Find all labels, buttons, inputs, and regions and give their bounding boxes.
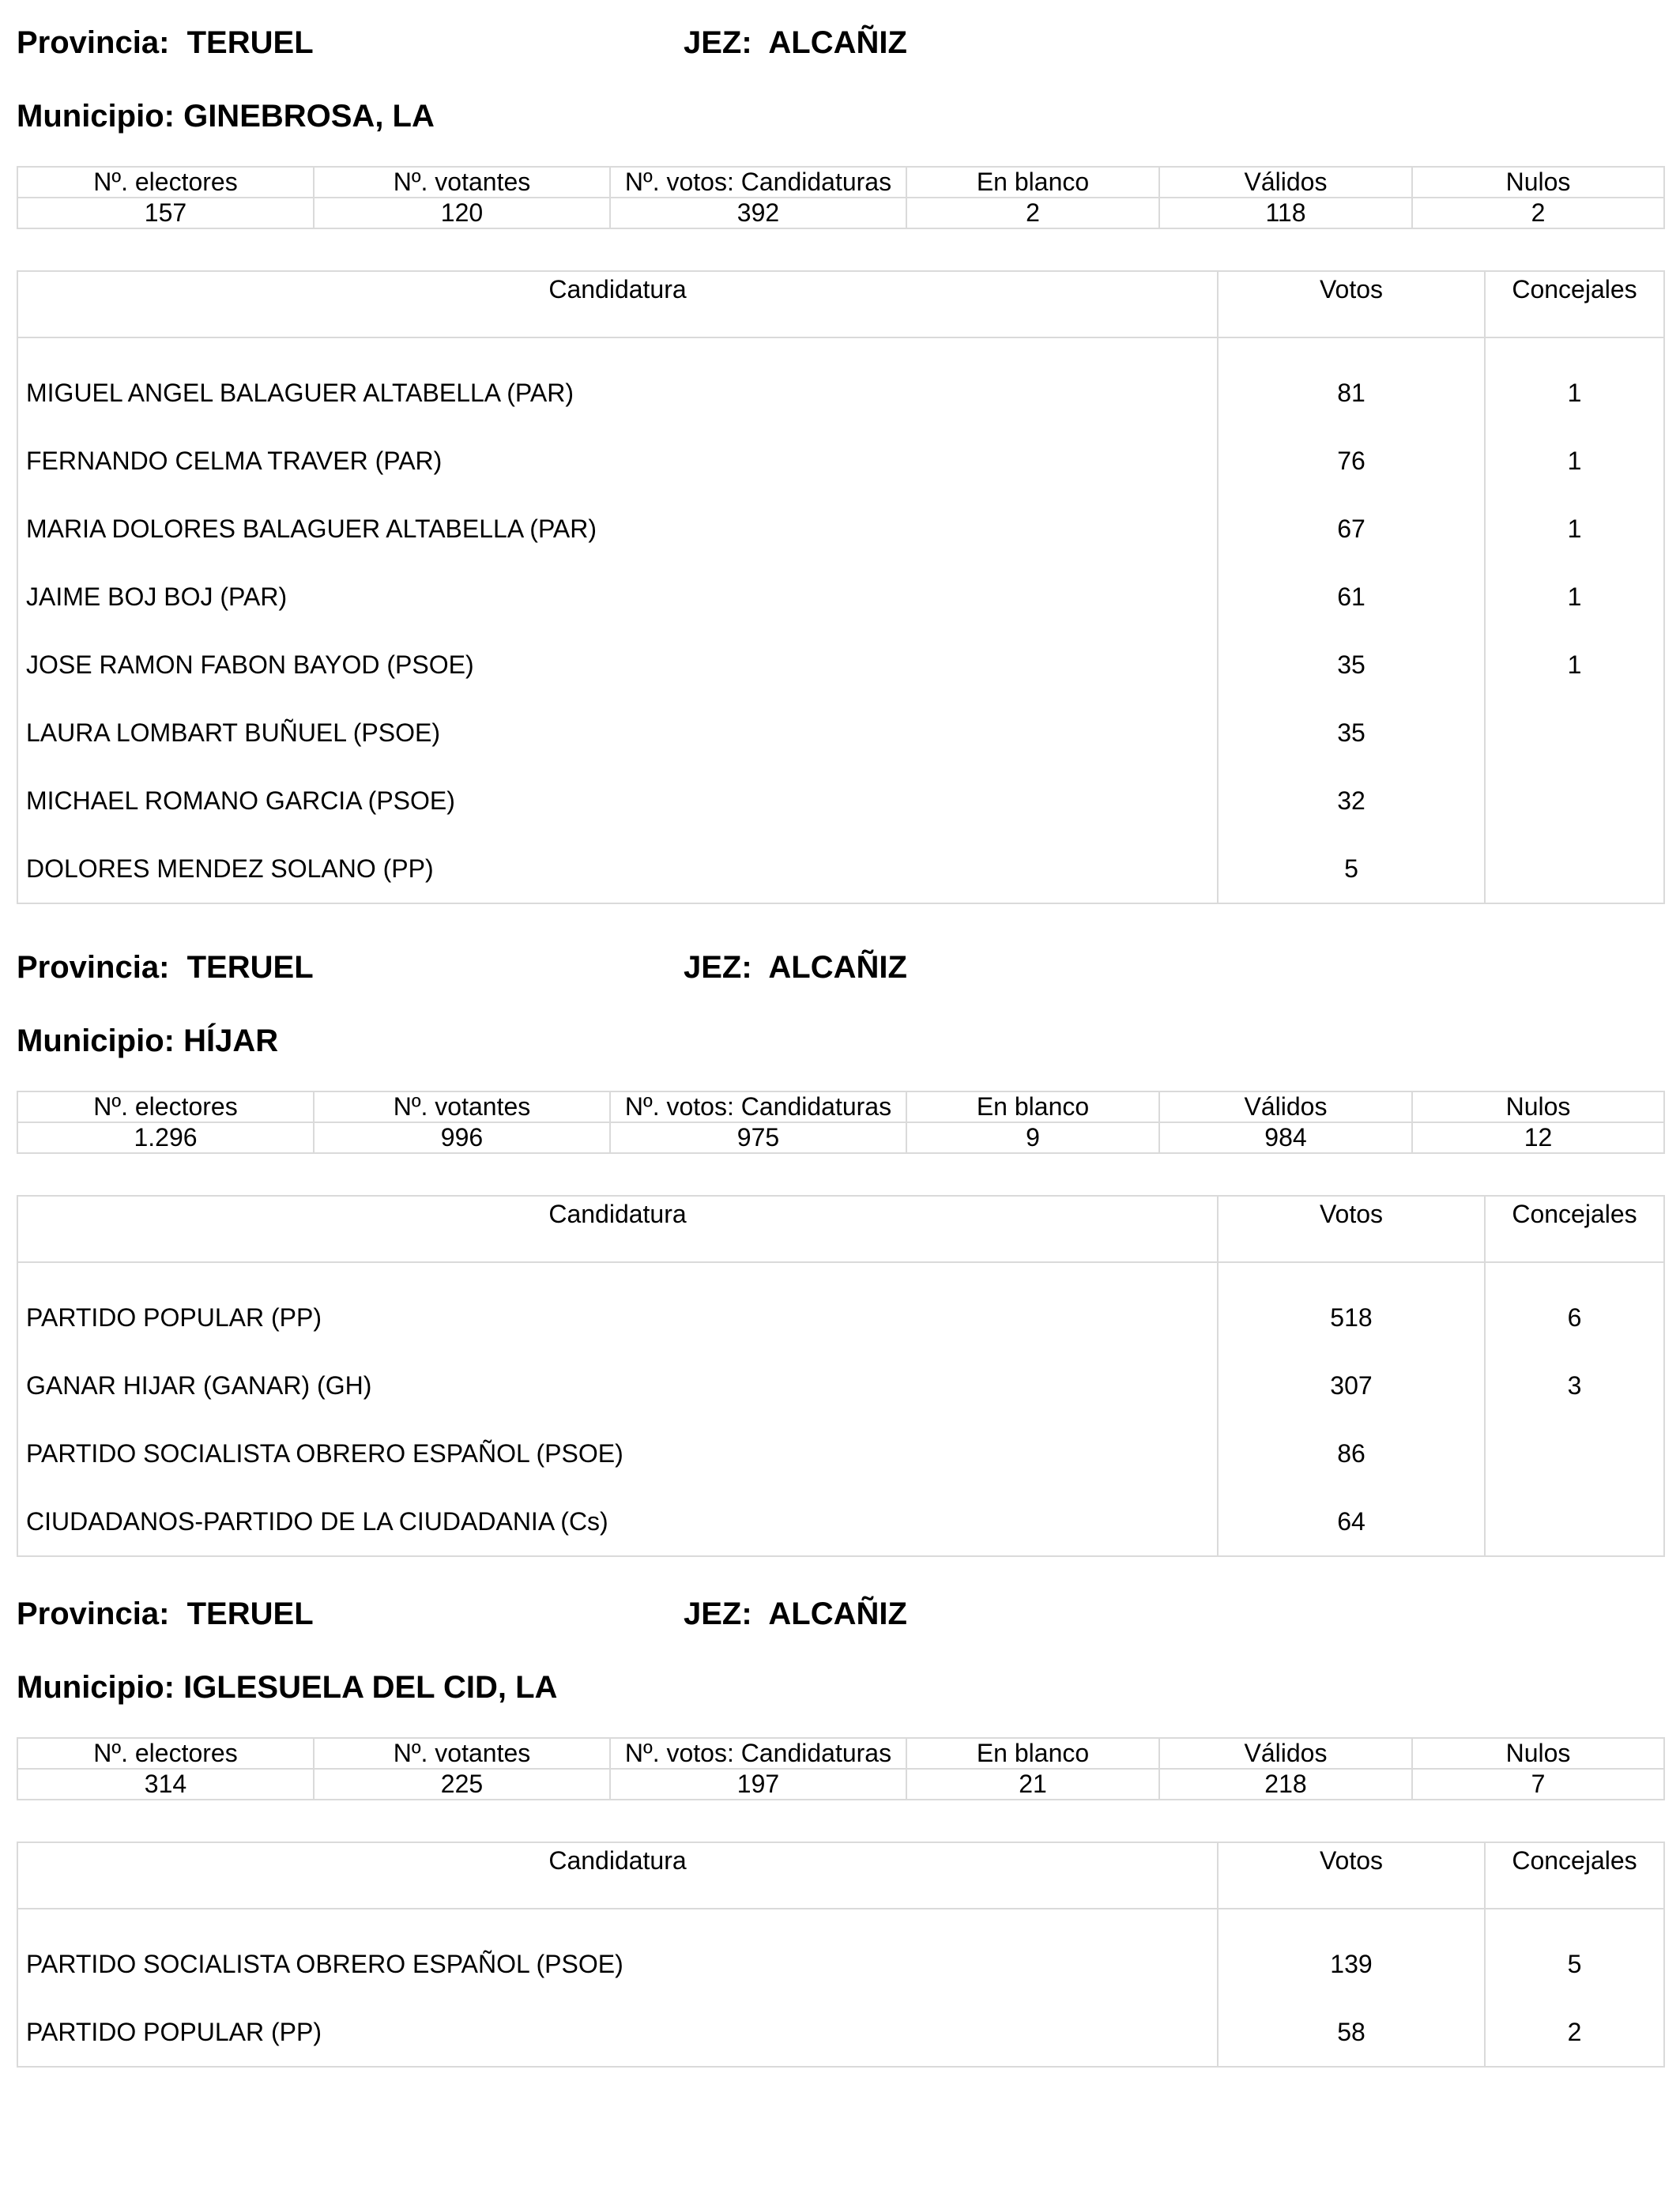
candidate-concejales: 1 (1485, 359, 1664, 427)
header-votos: Votos (1218, 1196, 1485, 1262)
candidate-name: GANAR HIJAR (GANAR) (GH) (17, 1351, 1218, 1419)
value-votos-candidaturas: 975 (610, 1122, 906, 1153)
candidate-votos: 64 (1218, 1487, 1485, 1556)
candidate-row (17, 1930, 1664, 1998)
candidate-concejales: 1 (1485, 427, 1664, 495)
value-votantes: 120 (314, 198, 610, 228)
summary-header-row (17, 167, 1664, 198)
summary-header-row (17, 1738, 1664, 1769)
header-concejales: Concejales (1485, 271, 1664, 337)
candidate-concejales (1485, 835, 1664, 903)
candidate-name: CIUDADANOS-PARTIDO DE LA CIUDADANIA (Cs) (17, 1487, 1218, 1556)
candidate-votos: 86 (1218, 1419, 1485, 1487)
header-votantes: Nº. votantes (314, 1738, 610, 1769)
provincia-label: Provincia: TERUEL (17, 1596, 314, 1631)
candidates-header-row (17, 271, 1664, 337)
candidate-votos: 307 (1218, 1351, 1485, 1419)
candidate-name: MICHAEL ROMANO GARCIA (PSOE) (17, 767, 1218, 835)
candidate-name: JOSE RAMON FABON BAYOD (PSOE) (17, 631, 1218, 699)
value-electores: 1.296 (17, 1122, 314, 1153)
value-votos-candidaturas: 197 (610, 1769, 906, 1800)
candidate-name: JAIME BOJ BOJ (PAR) (17, 563, 1218, 631)
candidate-row (17, 427, 1664, 495)
summary-value-row (17, 198, 1664, 228)
header-candidatura: Candidatura (17, 1196, 1218, 1262)
value-en-blanco: 9 (906, 1122, 1159, 1153)
value-nulos: 7 (1412, 1769, 1664, 1800)
header-nulos: Nulos (1412, 1738, 1664, 1769)
candidate-row (17, 699, 1664, 767)
candidate-votos: 61 (1218, 563, 1485, 631)
candidate-concejales (1485, 1419, 1664, 1487)
header-candidatura: Candidatura (17, 271, 1218, 337)
candidate-row (17, 1284, 1664, 1351)
candidate-concejales: 1 (1485, 631, 1664, 699)
candidate-votos: 518 (1218, 1284, 1485, 1351)
value-validos: 218 (1159, 1769, 1412, 1800)
candidate-votos: 35 (1218, 631, 1485, 699)
header-en-blanco: En blanco (906, 1738, 1159, 1769)
header-votos: Votos (1218, 271, 1485, 337)
provincia-label: Provincia: TERUEL (17, 950, 314, 985)
candidate-row (17, 1419, 1664, 1487)
candidate-row (17, 359, 1664, 427)
header-en-blanco: En blanco (906, 1091, 1159, 1122)
candidate-votos: 76 (1218, 427, 1485, 495)
value-electores: 314 (17, 1769, 314, 1800)
summary-table (17, 1091, 1665, 1154)
candidate-votos: 67 (1218, 495, 1485, 563)
candidate-name: PARTIDO SOCIALISTA OBRERO ESPAÑOL (PSOE) (17, 1419, 1218, 1487)
header-candidatura: Candidatura (17, 1842, 1218, 1909)
candidate-concejales (1485, 767, 1664, 835)
candidate-row (17, 631, 1664, 699)
candidate-concejales: 1 (1485, 495, 1664, 563)
jez-label: JEZ: ALCAÑIZ (684, 1596, 907, 1631)
header-electores: Nº. electores (17, 1738, 314, 1769)
value-nulos: 2 (1412, 198, 1664, 228)
candidate-votos: 32 (1218, 767, 1485, 835)
candidate-votos: 81 (1218, 359, 1485, 427)
candidates-header-row (17, 1842, 1664, 1909)
value-validos: 118 (1159, 198, 1412, 228)
header-electores: Nº. electores (17, 167, 314, 198)
header-concejales: Concejales (1485, 1196, 1664, 1262)
header-nulos: Nulos (1412, 167, 1664, 198)
header-spacer (17, 337, 1664, 359)
value-votantes: 225 (314, 1769, 610, 1800)
candidate-name: FERNANDO CELMA TRAVER (PAR) (17, 427, 1218, 495)
candidate-concejales: 6 (1485, 1284, 1664, 1351)
header-spacer (17, 1262, 1664, 1284)
value-votantes: 996 (314, 1122, 610, 1153)
candidate-row (17, 563, 1664, 631)
header-votos-candidaturas: Nº. votos: Candidaturas (610, 167, 906, 198)
candidates-table (17, 270, 1665, 904)
summary-value-row (17, 1769, 1664, 1800)
summary-header-row (17, 1091, 1664, 1122)
header-validos: Válidos (1159, 1738, 1412, 1769)
municipio-title: Municipio: IGLESUELA DEL CID, LA (17, 1670, 558, 1705)
jez-label: JEZ: ALCAÑIZ (684, 25, 907, 60)
candidate-row (17, 1998, 1664, 2067)
candidate-name: PARTIDO SOCIALISTA OBRERO ESPAÑOL (PSOE) (17, 1930, 1218, 1998)
candidate-concejales: 2 (1485, 1998, 1664, 2067)
header-validos: Válidos (1159, 167, 1412, 198)
value-validos: 984 (1159, 1122, 1412, 1153)
provincia-label: Provincia: TERUEL (17, 25, 314, 60)
candidate-concejales: 1 (1485, 563, 1664, 631)
header-validos: Válidos (1159, 1091, 1412, 1122)
header-votantes: Nº. votantes (314, 167, 610, 198)
value-electores: 157 (17, 198, 314, 228)
candidate-row (17, 1351, 1664, 1419)
candidate-name: PARTIDO POPULAR (PP) (17, 1284, 1218, 1351)
candidate-row (17, 1487, 1664, 1556)
candidates-table (17, 1195, 1665, 1557)
value-nulos: 12 (1412, 1122, 1664, 1153)
value-votos-candidaturas: 392 (610, 198, 906, 228)
candidate-concejales: 5 (1485, 1930, 1664, 1998)
candidate-votos: 5 (1218, 835, 1485, 903)
candidate-votos: 139 (1218, 1930, 1485, 1998)
candidate-concejales (1485, 699, 1664, 767)
header-electores: Nº. electores (17, 1091, 314, 1122)
candidate-row (17, 767, 1664, 835)
municipio-title: Municipio: HÍJAR (17, 1023, 279, 1058)
header-en-blanco: En blanco (906, 167, 1159, 198)
candidates-table (17, 1842, 1665, 2068)
candidate-votos: 35 (1218, 699, 1485, 767)
candidate-concejales (1485, 1487, 1664, 1556)
candidate-name: MIGUEL ANGEL BALAGUER ALTABELLA (PAR) (17, 359, 1218, 427)
candidate-row (17, 495, 1664, 563)
candidates-header-row (17, 1196, 1664, 1262)
candidate-name: DOLORES MENDEZ SOLANO (PP) (17, 835, 1218, 903)
jez-label: JEZ: ALCAÑIZ (684, 950, 907, 985)
header-spacer (17, 1909, 1664, 1930)
summary-table (17, 1737, 1665, 1800)
municipio-title: Municipio: GINEBROSA, LA (17, 99, 435, 134)
summary-table (17, 166, 1665, 229)
header-votantes: Nº. votantes (314, 1091, 610, 1122)
candidate-name: PARTIDO POPULAR (PP) (17, 1998, 1218, 2067)
candidate-name: LAURA LOMBART BUÑUEL (PSOE) (17, 699, 1218, 767)
candidate-concejales: 3 (1485, 1351, 1664, 1419)
header-votos: Votos (1218, 1842, 1485, 1909)
value-en-blanco: 2 (906, 198, 1159, 228)
value-en-blanco: 21 (906, 1769, 1159, 1800)
header-nulos: Nulos (1412, 1091, 1664, 1122)
candidate-row (17, 835, 1664, 903)
summary-value-row (17, 1122, 1664, 1153)
candidate-votos: 58 (1218, 1998, 1485, 2067)
header-votos-candidaturas: Nº. votos: Candidaturas (610, 1091, 906, 1122)
candidate-name: MARIA DOLORES BALAGUER ALTABELLA (PAR) (17, 495, 1218, 563)
header-votos-candidaturas: Nº. votos: Candidaturas (610, 1738, 906, 1769)
header-concejales: Concejales (1485, 1842, 1664, 1909)
